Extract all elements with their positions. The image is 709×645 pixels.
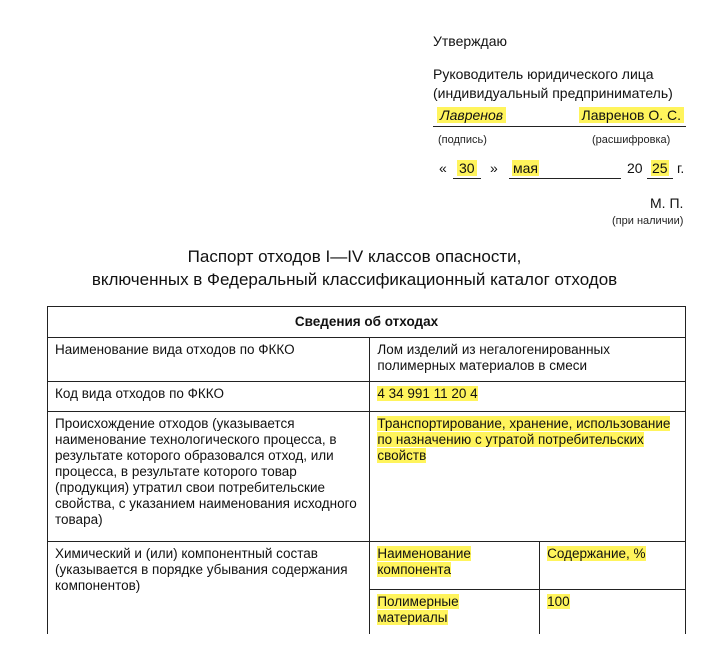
date-day-field[interactable]: 30: [459, 160, 475, 176]
composition-col-name-cell: [370, 542, 540, 590]
row-label: Код вида отходов по ФККО: [48, 382, 370, 412]
waste-info-table: [47, 306, 686, 634]
row-label: Наименование вида отходов по ФККО: [48, 338, 370, 382]
date-quote-open: «: [439, 160, 447, 176]
date-quote-close: »: [490, 160, 498, 176]
table-row: [48, 338, 686, 382]
table-header: Сведения об отходах: [48, 307, 686, 338]
table-row: [48, 382, 686, 412]
signature-decoding-field[interactable]: Лавренов О. С.: [579, 107, 685, 123]
table-row: [48, 412, 686, 542]
document-title-line2: включенных в Федеральный классификационный каталог отходов: [91, 270, 618, 289]
waste-origin-field[interactable]: Транспортирование, хранение, использование по назначению с утратой потребительских свойств: [377, 416, 671, 463]
composition-col-content-cell: [540, 542, 686, 590]
component-name-cell: [370, 590, 540, 634]
document-title-line1: Паспорт отходов I—IV классов опасности,: [187, 247, 522, 266]
date-year-field[interactable]: 25: [652, 160, 668, 176]
component-content-cell: [540, 590, 686, 634]
composition-label: Химический и (или) компонентный состав (указывается в порядке убывания содержания компонентов): [48, 542, 370, 634]
row-value-cell: [370, 412, 686, 542]
approval-position-line2: (индивидуальный предприниматель): [433, 85, 673, 101]
date-year-unit: г.: [677, 160, 685, 176]
caption-decoding: (расшифровка): [592, 134, 671, 146]
date-month-field[interactable]: мая: [513, 160, 538, 176]
composition-header-row: [48, 542, 686, 590]
stamp-label: М. П.: [650, 195, 684, 211]
caption-signature: (подпись): [438, 134, 487, 146]
component-name-field[interactable]: Полимерные материалы: [377, 594, 459, 625]
approval-title: Утверждаю: [433, 33, 507, 49]
stamp-note: (при наличии): [612, 215, 684, 227]
date-year-underline: [647, 158, 673, 179]
row-label: Происхождение отходов (указывается наименование технологического процесса, в результате которого образовался отход, или процесса, в результате которого товар (продукция) утратил свои потребительские свойства, с указанием наименования исходного товара): [48, 412, 370, 542]
signature-line: [433, 104, 686, 127]
row-value: Лом изделий из негалогенированных полимерных материалов в смеси: [370, 338, 686, 382]
component-content-field[interactable]: 100: [547, 594, 570, 609]
approval-position-line1: Руководитель юридического лица: [433, 66, 654, 82]
waste-code-field[interactable]: 4 34 991 11 20 4: [377, 386, 478, 401]
date-month-underline: [509, 158, 621, 179]
row-value-cell: [370, 382, 686, 412]
table-header-row: [48, 307, 686, 338]
date-year-prefix: 20: [627, 160, 643, 176]
composition-col-name: Наименование компонента: [377, 546, 471, 577]
date-day-underline: [453, 158, 481, 179]
signature-field[interactable]: Лавренов: [437, 107, 506, 123]
composition-col-content: Содержание, %: [547, 546, 646, 561]
